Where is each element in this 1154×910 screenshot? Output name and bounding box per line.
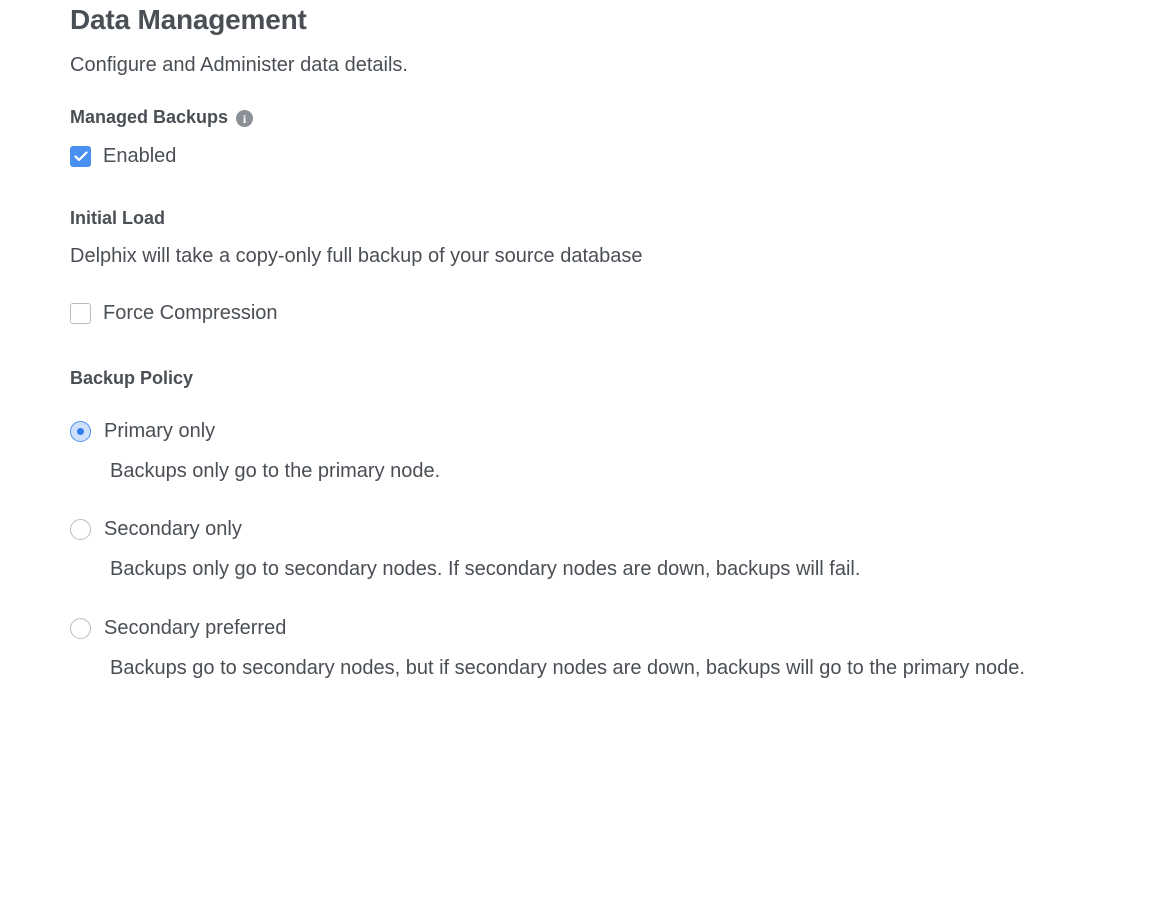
force-compression-label: Force Compression bbox=[103, 302, 278, 324]
radio-secondary-preferred-description: Backups go to secondary nodes, but if secondary nodes are down, backups will go to the primary node. bbox=[110, 656, 1025, 679]
managed-backups-heading-label: Managed Backups bbox=[70, 107, 229, 127]
radio-secondary-preferred-label: Secondary preferred bbox=[104, 616, 287, 639]
managed-backups-enabled-checkbox[interactable] bbox=[70, 146, 91, 167]
backup-policy-option-secondary-only[interactable] bbox=[70, 518, 1124, 582]
page-subtitle: Configure and Administer data details. bbox=[70, 54, 408, 76]
info-icon[interactable]: i bbox=[236, 110, 253, 127]
radio-secondary-only-description: Backups only go to secondary nodes. If secondary nodes are down, backups will fail. bbox=[110, 558, 861, 581]
radio-primary-only-label: Primary only bbox=[104, 420, 216, 442]
managed-backups-enabled-label: Enabled bbox=[103, 145, 177, 167]
radio-primary-only-description: Backups only go to the primary node. bbox=[110, 460, 441, 482]
force-compression-checkbox[interactable] bbox=[70, 303, 91, 324]
radio-secondary-only[interactable] bbox=[70, 519, 91, 540]
radio-secondary-preferred[interactable] bbox=[70, 618, 91, 639]
managed-backups-enabled-row[interactable] bbox=[70, 128, 1124, 168]
initial-load-heading bbox=[70, 168, 1124, 229]
page-title: Data Management bbox=[70, 4, 307, 35]
backup-policy-option-secondary-preferred-row[interactable] bbox=[70, 617, 1124, 640]
backup-policy-radio-group bbox=[70, 389, 1124, 681]
backup-policy-option-secondary-only-row[interactable] bbox=[70, 518, 1124, 541]
initial-load-heading-label: Initial Load bbox=[70, 208, 166, 228]
backup-policy-heading bbox=[70, 325, 1124, 389]
force-compression-row[interactable] bbox=[70, 269, 1124, 325]
backup-policy-heading-label: Backup Policy bbox=[70, 368, 194, 388]
radio-primary-only[interactable] bbox=[70, 421, 91, 442]
radio-secondary-only-label: Secondary only bbox=[104, 518, 242, 541]
initial-load-description: Delphix will take a copy-only full backup of your source database bbox=[70, 245, 643, 267]
managed-backups-heading bbox=[70, 77, 1124, 128]
backup-policy-option-primary-only[interactable] bbox=[70, 420, 1124, 484]
backup-policy-option-secondary-preferred[interactable] bbox=[70, 617, 1124, 681]
backup-policy-option-primary-only-row[interactable] bbox=[70, 420, 1124, 443]
